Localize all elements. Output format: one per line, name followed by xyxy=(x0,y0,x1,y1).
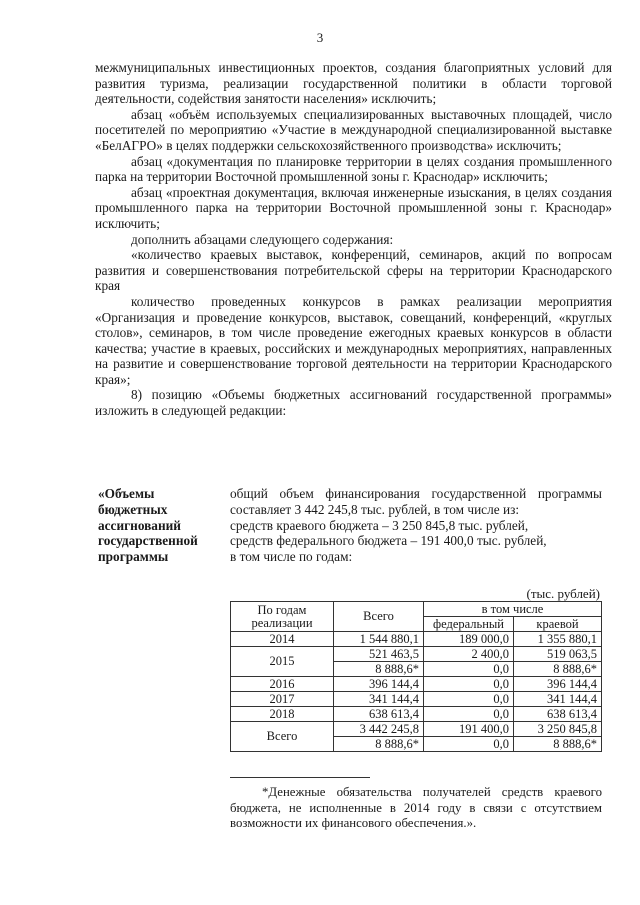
cell-regional: 396 144,4 xyxy=(514,677,602,692)
cell-total: 8 888,6* xyxy=(334,737,424,752)
financing-table xyxy=(230,601,602,752)
cell-federal: 0,0 xyxy=(424,662,514,677)
paragraph: абзац «документация по планировке территории в целях создания промышленного парка на территории Восточной промышленной зоны г. Краснодар» исключить; xyxy=(95,153,612,185)
table-row xyxy=(231,692,602,707)
cell-total: 3 442 245,8 xyxy=(334,722,424,737)
paragraph: дополнить абзацами следующего содержания: xyxy=(131,231,394,247)
table-row xyxy=(231,722,602,737)
header-years: По годам реализации xyxy=(231,602,334,632)
cell-regional: 8 888,6* xyxy=(514,662,602,677)
paragraph: 8) позицию «Объемы бюджетных ассигнований государственной программы» изложить в следующей редакции: xyxy=(95,387,612,419)
footnote xyxy=(230,785,602,832)
budget-line: средств федерального бюджета – 191 400,0 тыс. рублей, xyxy=(230,533,547,549)
cell-total: 8 888,6* xyxy=(334,662,424,677)
cell-regional: 519 063,5 xyxy=(514,647,602,662)
cell-federal: 0,0 xyxy=(424,737,514,752)
paragraph: абзац «проектная документация, включая инженерные изыскания, в целях создания промышленного парка на территории Восточной промышленной зоны г. Краснодар» исключить; xyxy=(95,184,612,231)
budget-line: в том числе по годам: xyxy=(230,549,353,565)
cell-year: 2017 xyxy=(231,692,334,707)
cell-year: 2015 xyxy=(231,647,334,677)
paragraph: «количество краевых выставок, конференций, семинаров, акций по вопросам развития и совершенствования потребительской сферы на территории Краснодарского края xyxy=(95,247,612,294)
footnote-divider xyxy=(230,777,370,778)
cell-regional: 1 355 880,1 xyxy=(514,632,602,647)
table-row xyxy=(231,707,602,722)
footnote-text: *Денежные обязательства получателей средств краевого бюджета, не исполненные в 2014 году в связи с отсутствием возможности их финансового обеспечения.». xyxy=(230,785,602,831)
cell-total: 396 144,4 xyxy=(334,677,424,692)
header-total: Всего xyxy=(334,602,424,632)
cell-federal: 0,0 xyxy=(424,707,514,722)
page-number: 3 xyxy=(316,30,324,45)
unit-label: (тыс. рублей) xyxy=(526,586,600,601)
body-text xyxy=(95,60,612,419)
cell-regional: 341 144,4 xyxy=(514,692,602,707)
table-row xyxy=(231,677,602,692)
cell-federal: 189 000,0 xyxy=(424,632,514,647)
header-regional: краевой xyxy=(514,617,602,632)
budget-position-text xyxy=(230,486,602,565)
table-row xyxy=(231,647,602,662)
paragraph: количество проведенных конкурсов в рамках реализации мероприятия «Организация и проведение конкурсов, выставок, совещаний, конференций, «круглых столов», семинаров, в том числе проведение ежегодных краевых конкурсов в области качества; участие в краевых, российских и международных мероприятиях, направленных на развитие и совершенствование торговой деятельности на территории Краснодарского края»; xyxy=(95,293,612,387)
cell-regional: 638 613,4 xyxy=(514,707,602,722)
cell-regional: 8 888,6* xyxy=(514,737,602,752)
cell-year: Всего xyxy=(231,722,334,752)
cell-federal: 2 400,0 xyxy=(424,647,514,662)
paragraph: межмуниципальных инвестиционных проектов, создания благоприятных условий для развития туризма, реализации государственной политики в области торговой деятельности, содействия занятости населения» исключить; xyxy=(95,60,612,107)
cell-year: 2016 xyxy=(231,677,334,692)
cell-federal: 0,0 xyxy=(424,692,514,707)
table-row xyxy=(231,632,602,647)
cell-total: 638 613,4 xyxy=(334,707,424,722)
cell-total: 341 144,4 xyxy=(334,692,424,707)
budget-line: общий объем финансирования государственной программы составляет 3 442 245,8 тыс. рублей, в том числе из: xyxy=(230,486,602,517)
budget-position-title: «Объемы бюджетных ассигнований государственной программы xyxy=(98,486,198,565)
cell-total: 1 544 880,1 xyxy=(334,632,424,647)
budget-line: средств краевого бюджета – 3 250 845,8 тыс. рублей, xyxy=(230,517,529,533)
header-federal: федеральный xyxy=(424,617,514,632)
cell-federal: 191 400,0 xyxy=(424,722,514,737)
cell-federal: 0,0 xyxy=(424,677,514,692)
cell-year: 2014 xyxy=(231,632,334,647)
header-including: в том числе xyxy=(424,602,602,617)
cell-year: 2018 xyxy=(231,707,334,722)
cell-regional: 3 250 845,8 xyxy=(514,722,602,737)
paragraph: абзац «объём используемых специализированных выставочных площадей, число посетителей по мероприятию «Участие в международной специализированной выставке «БелАГРО» в целях поддержки сельскохозяйственного производства» исключить; xyxy=(95,106,612,153)
cell-total: 521 463,5 xyxy=(334,647,424,662)
